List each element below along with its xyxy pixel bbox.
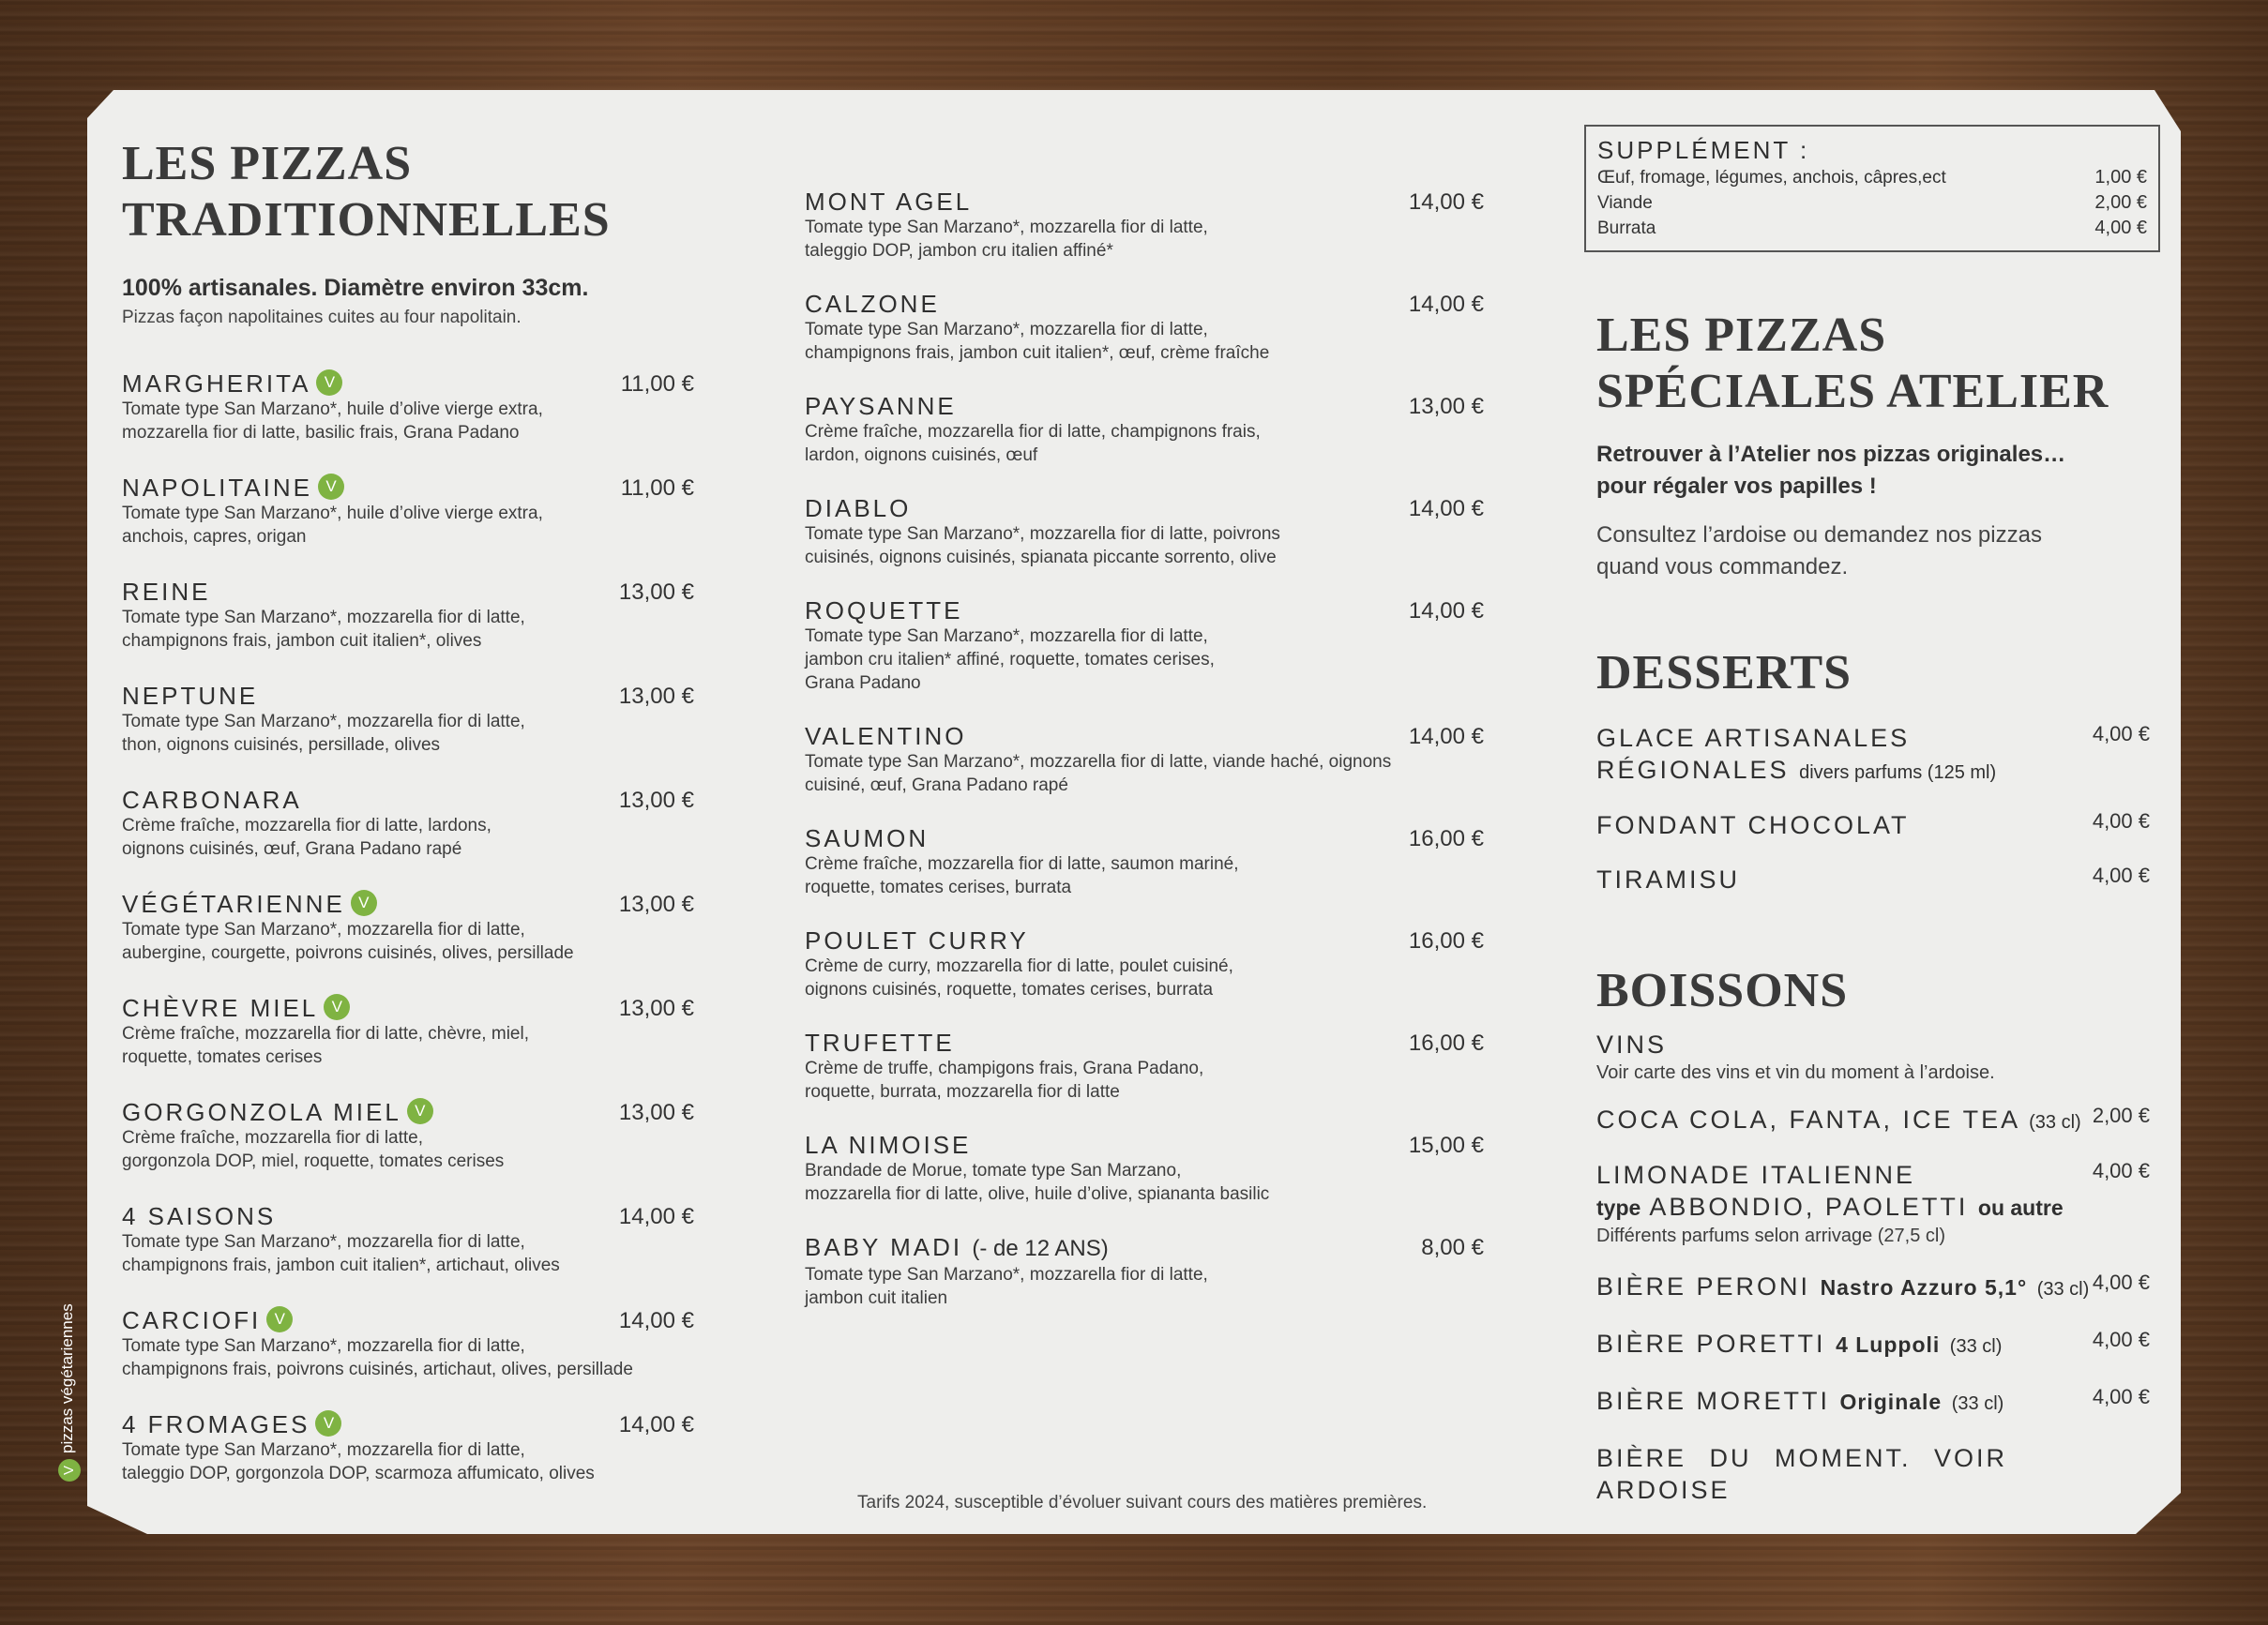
veg-badge-icon: V (324, 994, 350, 1020)
pizza-desc: Tomate type San Marzano*, huile d’olive vierge extra, (122, 399, 543, 419)
pizza-desc: Tomate type San Marzano*, mozzarella fior di latte, (122, 608, 525, 627)
pizza-item (805, 926, 1484, 1001)
pizza-name-line (805, 1131, 1484, 1159)
supplement-row (1597, 165, 2147, 190)
pizza-price: 8,00 € (1421, 1235, 1484, 1260)
pizza-item (122, 1306, 694, 1381)
pizza-name-line (122, 369, 694, 398)
pizza-desc: Tomate type San Marzano*, huile d’olive vierge extra, (122, 504, 543, 523)
pizza-name-line (122, 1306, 694, 1334)
pizza-price: 11,00 € (620, 475, 694, 501)
pizza-desc: gorgonzola DOP, miel, roquette, tomates cerises (122, 1151, 505, 1171)
pizza-item (805, 596, 1484, 695)
pizza-item (122, 369, 694, 444)
pizza-name: CHÈVRE MIEL (122, 994, 319, 1022)
veg-badge-icon: V (316, 369, 342, 396)
pizza-name: VALENTINO (805, 722, 967, 750)
pizza-price: 11,00 € (620, 371, 694, 397)
intro-bold: 100% artisanales. Diamètre environ 33cm. (122, 275, 589, 301)
special-lead2: pour régaler vos papilles ! (1596, 474, 1877, 499)
pizza-price: 14,00 € (1408, 292, 1484, 317)
dessert-name: TIRAMISU (1596, 865, 1741, 894)
supplement-label: Burrata (1597, 218, 1656, 238)
dessert-note: divers parfums (125 ml) (1799, 762, 1997, 783)
pizza-desc: thon, oignons cuisinés, persillade, olives (122, 735, 441, 755)
drink-note: (33 cl) (1951, 1393, 2004, 1414)
drink-name: LIMONADE ITALIENNE (1596, 1161, 1916, 1189)
pizza-desc: Tomate type San Marzano*, mozzarella fior di latte, (122, 1232, 525, 1252)
pizza-desc: champignons frais, jambon cuit italien*, olives (122, 631, 482, 651)
pizza-price: 16,00 € (1408, 928, 1484, 954)
dessert-price: 4,00 € (2092, 864, 2150, 887)
drink-variety: Nastro Azzuro 5,1° (1820, 1275, 2028, 1300)
pizza-name: ROQUETTE (805, 596, 963, 624)
special-title-line1: LES PIZZAS (1596, 308, 1887, 362)
pizza-desc: Tomate type San Marzano*, mozzarella fior di latte, (122, 712, 525, 731)
pizza-name: CARCIOFI (122, 1306, 262, 1334)
pizza-desc: roquette, tomates cerises (122, 1047, 323, 1067)
pizzas-middle-section (805, 188, 1484, 1337)
drink-name-line (1596, 1385, 2150, 1420)
dessert-name-line2 (1596, 754, 2150, 789)
drink-price: 4,00 € (2092, 1328, 2150, 1351)
pizza-item (805, 188, 1484, 263)
pizza-price: 14,00 € (1408, 724, 1484, 749)
pizza-desc: aubergine, courgette, poivrons cuisinés, olives, persillade (122, 943, 574, 963)
pizza-desc: cuisinés, oignons cuisinés, spianata piccante sorrento, olive (805, 548, 1277, 567)
dessert-item (1596, 809, 2150, 841)
pizza-desc: taleggio DOP, gorgonzola DOP, scarmoza affumicato, olives (122, 1464, 595, 1483)
pizza-price: 14,00 € (1408, 189, 1484, 215)
pizza-desc: Brandade de Morue, tomate type San Marzano, (805, 1161, 1182, 1181)
pizza-name: REINE (122, 578, 211, 606)
pizza-desc: Tomate type San Marzano*, mozzarella fior di latte, (805, 1265, 1208, 1285)
pizza-desc: cuisiné, œuf, Grana Padano rapé (805, 775, 1068, 795)
pizza-desc: oignons cuisinés, roquette, tomates cerises, burrata (805, 980, 1214, 1000)
pizza-desc: champignons frais, jambon cuit italien*, artichaut, olives (122, 1256, 560, 1275)
special-title-line2: SPÉCIALES ATELIER (1596, 365, 2109, 418)
drink-note: (33 cl) (2036, 1279, 2090, 1300)
drink-name-line (1596, 1328, 2150, 1362)
pizza-item (805, 824, 1484, 899)
drink-item (1596, 1159, 2150, 1248)
pizza-item (805, 1131, 1484, 1206)
drink-name-line2 (1596, 1191, 2150, 1224)
pizza-item (122, 994, 694, 1069)
pizza-price: 15,00 € (1408, 1133, 1484, 1158)
pizza-name-line (122, 682, 694, 710)
dessert-price: 4,00 € (2092, 722, 2150, 745)
pizza-desc: champignons frais, jambon cuit italien*, œuf, crème fraîche (805, 343, 1270, 363)
pizza-desc: Crème fraîche, mozzarella fior di latte, champignons frais, (805, 422, 1261, 442)
veg-badge-icon: V (351, 890, 377, 916)
pizza-desc: mozzarella fior di latte, olive, huile d’olive, spiananta basilic (805, 1184, 1270, 1204)
pizza-name: MARGHERITA (122, 369, 311, 398)
supplement-price: 1,00 € (2094, 167, 2147, 188)
traditional-pizzas-section (122, 136, 694, 1514)
dessert-price: 4,00 € (2092, 809, 2150, 833)
pizza-desc: roquette, tomates cerises, burrata (805, 878, 1072, 897)
dessert-item (1596, 722, 2150, 789)
pizza-desc: Tomate type San Marzano*, mozzarella fior di latte, (122, 1440, 525, 1460)
drink-name-line (1596, 1104, 2150, 1138)
pizza-name: BABY MADI (805, 1233, 963, 1261)
pizza-price: 16,00 € (1408, 826, 1484, 851)
dessert-name: GLACE ARTISANALES (1596, 724, 1911, 752)
pizza-desc: Crème de truffe, champigons frais, Grana Padano, (805, 1059, 1204, 1078)
pizza-name-line (805, 290, 1484, 318)
pizza-desc: Tomate type San Marzano*, mozzarella fior di latte, (122, 1336, 525, 1356)
drink-price: 4,00 € (2092, 1159, 2150, 1182)
drinks-title: BOISSONS (1596, 964, 1849, 1017)
veg-badge-icon: V (318, 474, 344, 500)
pizza-desc: Crème fraîche, mozzarella fior di latte, lardons, (122, 816, 491, 835)
pizza-item (122, 786, 694, 861)
drink-price: 4,00 € (2092, 1385, 2150, 1408)
pizza-name: POULET CURRY (805, 926, 1029, 955)
pizza-name-line (805, 188, 1484, 216)
pizza-price: 13,00 € (618, 892, 694, 917)
drink-name: BIÈRE PORETTI (1596, 1330, 1826, 1358)
supplement-box (1584, 125, 2160, 252)
pizza-name-line (805, 494, 1484, 522)
pizza-item (122, 474, 694, 549)
pizza-price: 13,00 € (618, 788, 694, 813)
pizza-name-line (122, 1098, 694, 1126)
drink-note: (33 cl) (2029, 1112, 2081, 1133)
pizza-price: 13,00 € (618, 996, 694, 1021)
pizza-name-line (122, 1202, 694, 1230)
pizza-desc: mozzarella fior di latte, basilic frais, Grana Padano (122, 423, 520, 443)
pizza-name-line (805, 596, 1484, 624)
drink-item (1596, 1442, 2150, 1506)
pizza-price: 14,00 € (618, 1204, 694, 1229)
drink-variety: 4 Luppoli (1836, 1332, 1941, 1357)
pizza-item (805, 722, 1484, 797)
pizza-name-line (122, 786, 694, 814)
drink-variety: Originale (1839, 1390, 1943, 1414)
pizza-name: LA NIMOISE (805, 1131, 972, 1159)
pizza-desc: Grana Padano (805, 673, 921, 693)
drink-item (1596, 1271, 2150, 1305)
traditional-title-line2: TRADITIONNELLES (122, 193, 611, 247)
veg-badge-icon: V (407, 1098, 433, 1124)
pizza-desc: Crème de curry, mozzarella fior di latte, poulet cuisiné, (805, 956, 1233, 976)
pizza-item (805, 1233, 1484, 1310)
pizza-desc: Tomate type San Marzano*, mozzarella fior di latte, poivrons (805, 524, 1280, 544)
veg-badge-icon: V (266, 1306, 293, 1332)
pizza-name: MONT AGEL (805, 188, 973, 216)
pizza-desc: lardon, oignons cuisinés, œuf (805, 445, 1038, 465)
special-text2: quand vous commandez. (1596, 554, 1849, 579)
pizza-desc: jambon cuit italien (805, 1288, 948, 1308)
pizza-price: 14,00 € (618, 1308, 694, 1333)
pizza-price: 16,00 € (1408, 1031, 1484, 1056)
pizza-item (122, 1098, 694, 1173)
pizza-name-line (805, 926, 1484, 955)
pizza-name: NEPTUNE (122, 682, 259, 710)
dessert-item (1596, 864, 2150, 895)
pizza-item (122, 682, 694, 757)
drink-sub: Différents parfums selon arrivage (27,5 cl) (1596, 1226, 1946, 1246)
pizza-desc: Tomate type San Marzano*, mozzarella fior di latte, (805, 218, 1208, 237)
supplement-label: Œuf, fromage, légumes, anchois, câpres,ect (1597, 168, 1946, 188)
pizza-desc: Crème fraîche, mozzarella fior di latte, (122, 1128, 424, 1148)
pizza-name-line (122, 1410, 694, 1438)
drink-brands: ABBONDIO, PAOLETTI (1649, 1193, 1969, 1221)
veg-badge-icon: V (58, 1459, 81, 1482)
supplement-label: Viande (1597, 193, 1653, 213)
supplement-title: SUPPLÉMENT : (1597, 136, 1810, 164)
drink-type: type (1596, 1196, 1641, 1220)
pizza-item (122, 1202, 694, 1277)
pizza-name-line (805, 722, 1484, 750)
drink-price: 2,00 € (2092, 1104, 2150, 1127)
pizza-name: VÉGÉTARIENNE (122, 890, 345, 918)
drink-name-line (1596, 1271, 2150, 1305)
supplement-price: 4,00 € (2094, 218, 2147, 238)
drink-item (1596, 1328, 2150, 1362)
intro-text: Pizzas façon napolitaines cuites au four napolitain. (122, 308, 522, 327)
pizza-name: 4 SAISONS (122, 1202, 277, 1230)
pizza-desc: Tomate type San Marzano*, mozzarella fior di latte, (805, 320, 1208, 339)
pizza-name: NAPOLITAINE (122, 474, 313, 502)
pizza-price: 13,00 € (618, 1100, 694, 1125)
drink-item (1596, 1385, 2150, 1420)
supplement-price: 2,00 € (2094, 192, 2147, 213)
pizza-name: 4 FROMAGES (122, 1410, 310, 1438)
pizza-name-suffix: (- de 12 ANS) (972, 1236, 1109, 1261)
pizza-name-line (122, 474, 694, 502)
pizza-price: 13,00 € (618, 579, 694, 605)
pizza-item (122, 890, 694, 965)
pizza-name: CARBONARA (122, 786, 302, 814)
drink-other: ou autre (1977, 1196, 2064, 1220)
pizza-item (805, 1029, 1484, 1104)
pizza-name-line (805, 824, 1484, 852)
pizza-desc: anchois, capres, origan (122, 527, 307, 547)
supplement-row (1597, 216, 2147, 241)
desserts-title: DESSERTS (1596, 646, 1852, 700)
pizza-item (805, 494, 1484, 569)
pizza-name: DIABLO (805, 494, 912, 522)
pizza-name-line (122, 578, 694, 606)
pizza-name: CALZONE (805, 290, 940, 318)
drink-name: BIÈRE DU MOMENT. VOIR ARDOISE (1596, 1444, 2008, 1504)
drink-item (1596, 1029, 2150, 1085)
pizza-desc: champignons frais, poivrons cuisinés, artichaut, olives, persillade (122, 1360, 633, 1379)
dessert-name-2: RÉGIONALES (1596, 756, 1790, 784)
pizza-price: 14,00 € (1408, 598, 1484, 624)
drink-name: BIÈRE PERONI (1596, 1272, 1811, 1301)
drink-item (1596, 1104, 2150, 1138)
drink-sub: Voir carte des vins et vin du moment à l’ardoise. (1596, 1062, 1995, 1083)
pizza-name: TRUFETTE (805, 1029, 955, 1057)
pizza-price: 13,00 € (618, 684, 694, 709)
pizza-desc: roquette, burrata, mozzarella fior di latte (805, 1082, 1120, 1102)
pizza-name: SAUMON (805, 824, 930, 852)
drink-name: COCA COLA, FANTA, ICE TEA (1596, 1106, 2019, 1134)
veg-legend-label: pizzas végétariennes (58, 1303, 76, 1453)
veg-badge-icon: V (315, 1410, 341, 1437)
pizza-desc: Crème fraîche, mozzarella fior di latte, saumon mariné, (805, 854, 1239, 874)
right-section (1596, 308, 2150, 1506)
veg-legend (58, 1303, 81, 1482)
pizza-desc: oignons cuisinés, œuf, Grana Padano rapé (122, 839, 462, 859)
pizza-desc: Tomate type San Marzano*, mozzarella fior di latte, viande haché, oignons (805, 752, 1392, 772)
pizza-item (122, 1410, 694, 1485)
drink-name: VINS (1596, 1031, 1668, 1059)
drink-note: (33 cl) (1949, 1336, 2003, 1357)
pizza-price: 14,00 € (1408, 496, 1484, 521)
pizza-desc: Tomate type San Marzano*, mozzarella fior di latte, (122, 920, 525, 940)
pizza-name-line (805, 1029, 1484, 1057)
traditional-title-line1: LES PIZZAS (122, 137, 413, 190)
pizza-name-line (122, 994, 694, 1022)
pizza-name: PAYSANNE (805, 392, 957, 420)
pizza-price: 13,00 € (1408, 394, 1484, 419)
price-footnote: Tarifs 2024, susceptible d’évoluer suivant cours des matières premières. (857, 1493, 1428, 1512)
pizza-desc: taleggio DOP, jambon cru italien affiné* (805, 241, 1113, 261)
drink-name: BIÈRE MORETTI (1596, 1387, 1831, 1415)
pizza-name-line (805, 392, 1484, 420)
pizza-item (122, 578, 694, 653)
pizza-item (805, 290, 1484, 365)
supplement-row (1597, 190, 2147, 216)
pizza-price: 14,00 € (618, 1412, 694, 1437)
dessert-name: FONDANT CHOCOLAT (1596, 811, 1910, 839)
special-text1: Consultez l’ardoise ou demandez nos pizzas (1596, 522, 2042, 548)
pizza-name-line (805, 1233, 1484, 1263)
special-lead1: Retrouver à l’Atelier nos pizzas originales… (1596, 442, 2066, 467)
pizza-item (805, 392, 1484, 467)
drink-price: 4,00 € (2092, 1271, 2150, 1294)
pizza-desc: Crème fraîche, mozzarella fior di latte, chèvre, miel, (122, 1024, 529, 1044)
pizza-name-line (122, 890, 694, 918)
pizza-desc: Tomate type San Marzano*, mozzarella fior di latte, (805, 626, 1208, 646)
pizza-desc: jambon cru italien* affiné, roquette, tomates cerises, (805, 650, 1215, 670)
pizza-name: GORGONZOLA MIEL (122, 1098, 401, 1126)
